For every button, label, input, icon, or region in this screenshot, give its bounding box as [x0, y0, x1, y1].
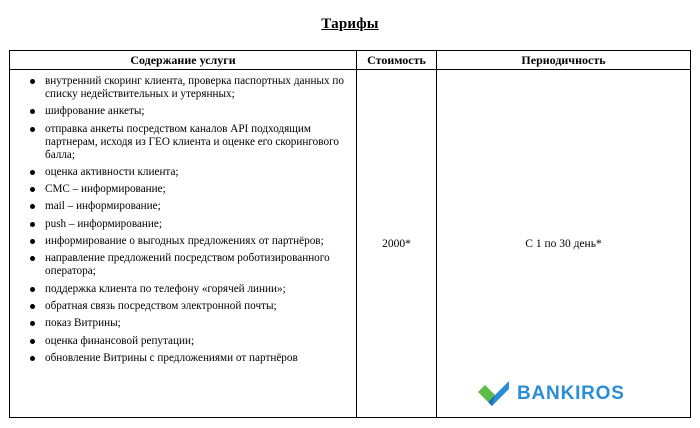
- table-row: [10, 70, 691, 418]
- list-item: оценка активности клиента;: [45, 166, 352, 179]
- tariffs-table: [9, 50, 691, 418]
- checkmark-logo-icon: [478, 381, 510, 407]
- watermark-text: BANKIROS: [517, 383, 625, 404]
- header-service-content: Содержание услуги: [10, 51, 357, 70]
- list-item: оценка финансовой репутации;: [45, 335, 352, 348]
- list-item: СМС – информирование;: [45, 183, 352, 196]
- table-header-row: [10, 51, 691, 70]
- list-item: внутренний скоринг клиента, проверка паспортных данных по списку недействительных и утерянных;: [45, 75, 352, 101]
- list-item: обновление Витрины с предложениями от партнёров: [45, 352, 352, 365]
- service-list: [10, 70, 356, 365]
- list-item: направление предложений посредством роботизированного оператора;: [45, 252, 352, 278]
- header-periodicity: Периодичность: [437, 51, 691, 70]
- bankiros-watermark: [478, 381, 625, 407]
- list-item: шифрование анкеты;: [45, 105, 352, 118]
- header-cost: Стоимость: [357, 51, 437, 70]
- page-title: Тарифы: [321, 16, 379, 32]
- periodicity-cell: С 1 по 30 день*: [437, 70, 691, 418]
- cost-cell: 2000*: [357, 70, 437, 418]
- list-item: поддержка клиента по телефону «горячей линии»;: [45, 283, 352, 296]
- list-item: обратная связь посредством электронной почты;: [45, 300, 352, 313]
- list-item: push – информирование;: [45, 218, 352, 231]
- list-item: информирование о выгодных предложениях от партнёров;: [45, 235, 352, 248]
- services-cell: [10, 70, 357, 418]
- list-item: mail – информирование;: [45, 200, 352, 213]
- list-item: отправка анкеты посредством каналов API подходящим партнерам, исходя из ГЕО клиента и оценке его скорингового балла;: [45, 123, 352, 162]
- list-item: показ Витрины;: [45, 317, 352, 330]
